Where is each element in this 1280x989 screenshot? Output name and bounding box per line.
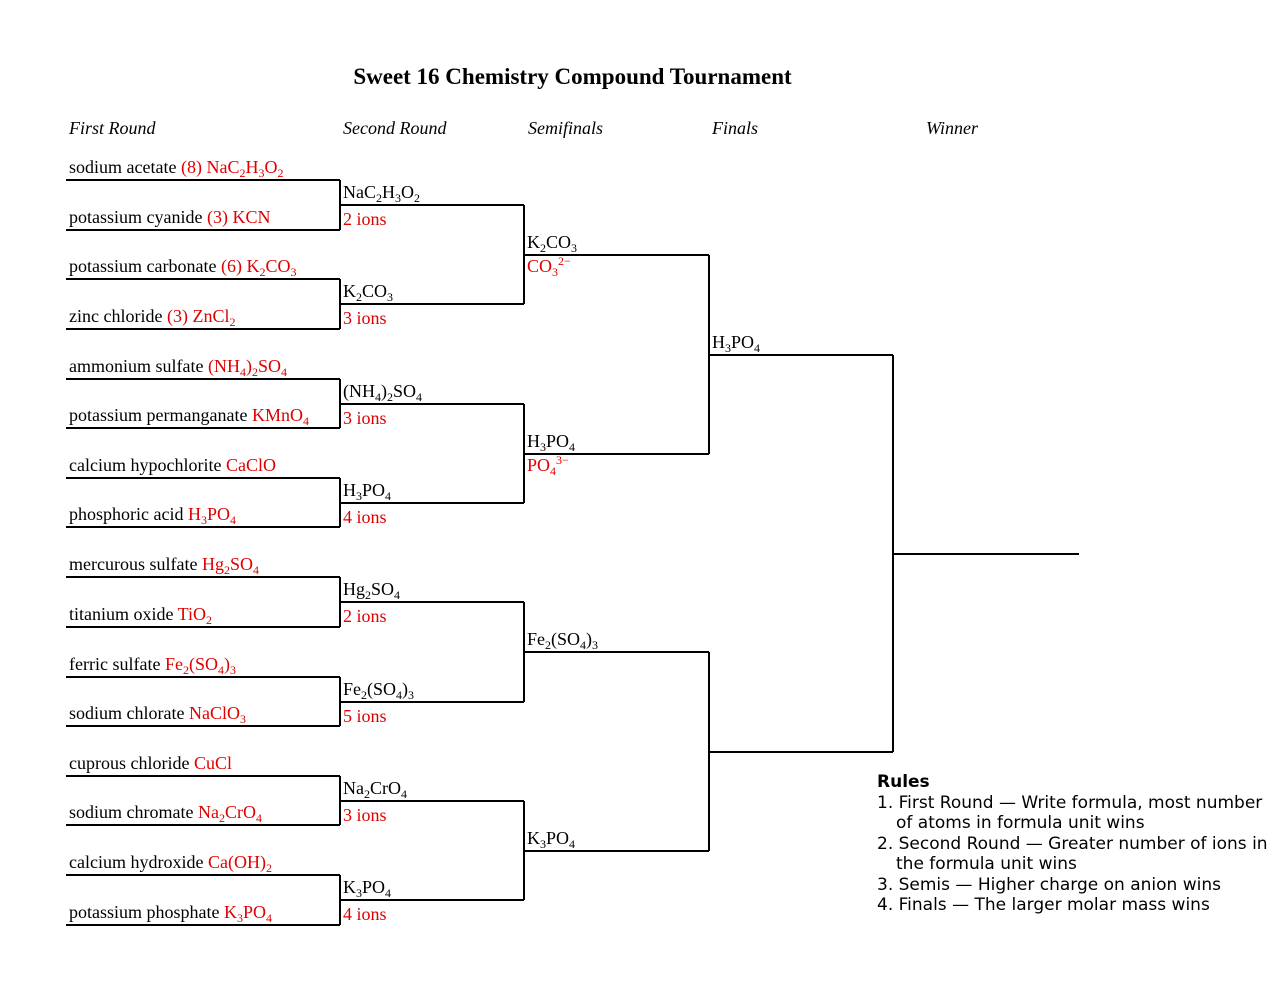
semifinal-note: $CO_3^{2-}$ — [527, 254, 571, 279]
semifinal-formula: $K_2CO_3$ — [527, 232, 578, 255]
rule-item: 1. First Round — Write formula, most number of atoms in formula unit wins — [877, 792, 1263, 833]
first-round-entry: potassium permanganate KMnO$_4$ — [69, 405, 309, 428]
first-round-entry: calcium hypochlorite CaClO — [69, 455, 276, 475]
header-second-round: Second Round — [343, 118, 447, 138]
second-round-note: 5 ions — [343, 706, 387, 726]
first-round-entry: titanium oxide TiO$_2$ — [69, 604, 213, 627]
rules-box — [877, 772, 1280, 916]
second-round-note: 4 ions — [343, 507, 387, 527]
first-round-entry: sodium chlorate NaClO$_3$ — [69, 703, 246, 726]
semifinal-formula: $K_3PO_4$ — [527, 828, 576, 851]
first-round-entry: phosphoric acid $H_3PO_4$ — [69, 504, 236, 527]
semifinal-formula: $H_3PO_4$ — [527, 431, 576, 454]
header-first-round: First Round — [69, 118, 156, 138]
second-round-note: 3 ions — [343, 308, 387, 328]
semifinal-note: $PO_4^{3-}$ — [527, 453, 569, 478]
first-round-entry: calcium hydroxide $Ca(OH)_2$ — [69, 852, 272, 875]
first-round-entry: potassium carbonate (6) $K_2CO_3$ — [69, 256, 297, 279]
second-round-note: 2 ions — [343, 209, 387, 229]
final-formula: $H_3PO_4$ — [712, 332, 761, 355]
second-round-formula: $Hg_2SO_4$ — [343, 579, 401, 602]
second-round-formula: $K_2CO_3$ — [343, 281, 394, 304]
second-round-formula: $Fe_2(SO_4)_3$ — [343, 679, 415, 702]
rule-item: 4. Finals — The larger molar mass wins — [877, 895, 1210, 915]
header-semifinals: Semifinals — [528, 118, 603, 138]
first-round-entry: potassium cyanide (3) KCN — [69, 207, 271, 227]
first-round-entry: ferric sulfate $Fe_2(SO_4)_3$ — [69, 654, 236, 677]
first-round-entry: potassium phosphate $K_3PO_4$ — [69, 902, 273, 925]
page-title: Sweet 16 Chemistry Compound Tournament — [353, 64, 792, 89]
second-round-note: 3 ions — [343, 805, 387, 825]
second-round-formula: $K_3PO_4$ — [343, 877, 392, 900]
header-finals: Finals — [712, 118, 759, 138]
first-round-entry: cuprous chloride CuCl — [69, 753, 232, 773]
rule-item: 3. Semis — Higher charge on anion wins — [877, 874, 1221, 895]
second-round-note: 2 ions — [343, 606, 387, 626]
first-round-entry: mercurous sulfate $Hg_2SO_4$ — [69, 554, 259, 577]
rules-heading: Rules — [877, 772, 930, 792]
first-round-entry: ammonium sulfate $(NH_4)_2SO_4$ — [69, 356, 287, 379]
first-round-entry: zinc chloride (3) ZnCl$_2$ — [69, 306, 236, 329]
second-round-formula: $(NH_4)_2SO_4$ — [343, 381, 423, 404]
second-round-formula: $NaC_2H_3O_2$ — [343, 182, 420, 205]
second-round-note: 4 ions — [343, 904, 387, 924]
header-winner: Winner — [926, 118, 978, 138]
second-round-note: 3 ions — [343, 408, 387, 428]
first-round-entry: sodium chromate $Na_2CrO_4$ — [69, 802, 262, 825]
second-round-formula: $Na_2CrO_4$ — [343, 778, 407, 801]
second-round-formula: $H_3PO_4$ — [343, 480, 392, 503]
semifinal-formula: $Fe_2(SO_4)_3$ — [527, 629, 599, 652]
first-round-entry: sodium acetate (8) $NaC_2H_3O_2$ — [69, 157, 284, 180]
rule-item: 2. Second Round — Greater number of ions in the formula unit wins — [877, 833, 1268, 874]
